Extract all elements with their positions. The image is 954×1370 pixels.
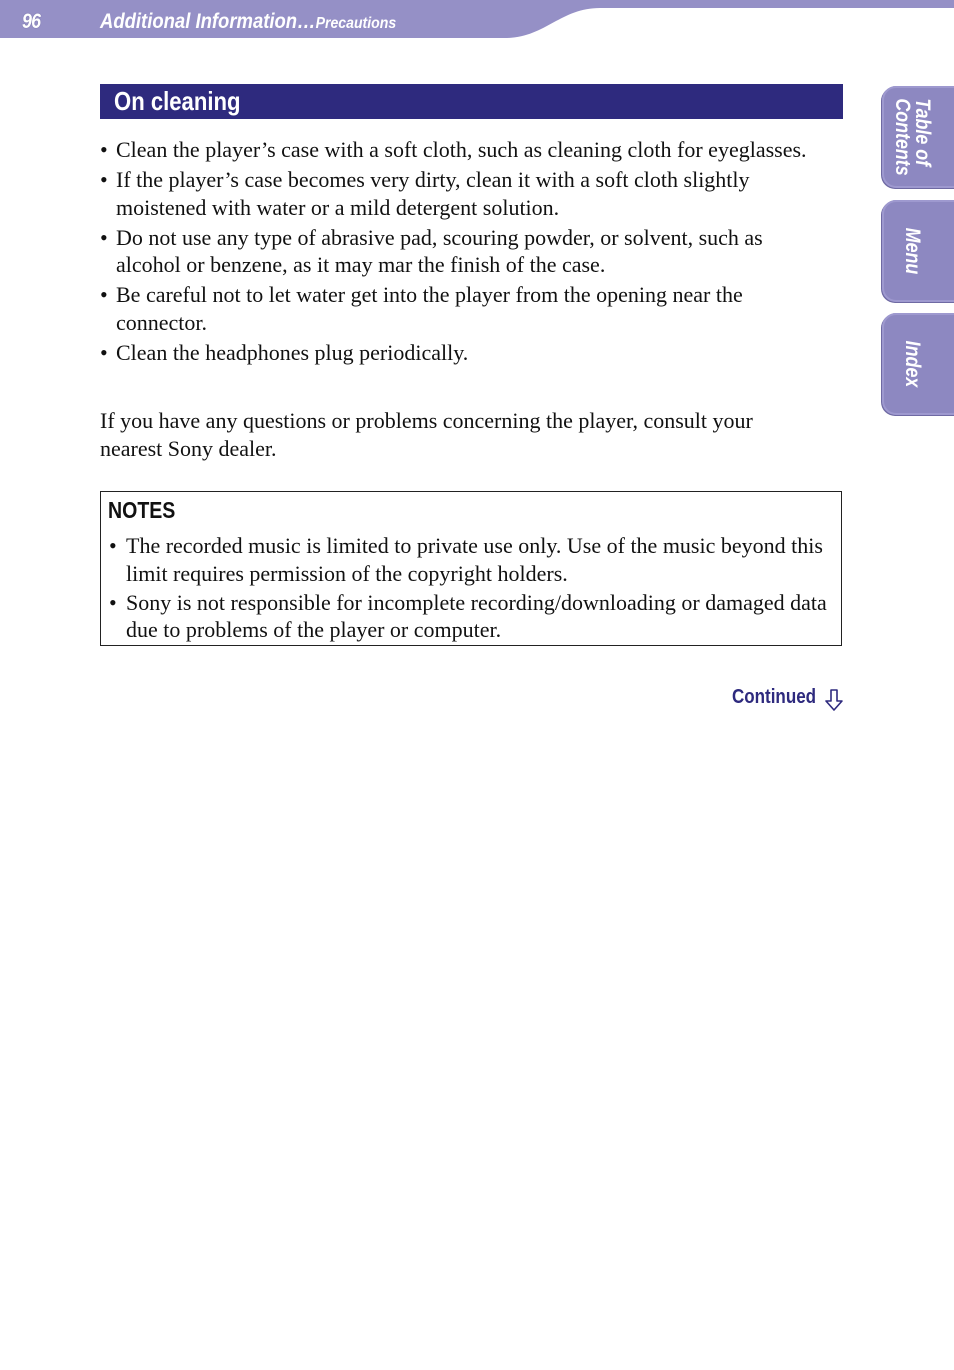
breadcrumb [100, 10, 396, 34]
section-heading-text: On cleaning [114, 86, 241, 116]
page-number: 96 [22, 10, 41, 33]
section-heading [100, 84, 843, 119]
contact-paragraph: If you have any questions or problems concerning the player, consult your nearest Sony dealer. [100, 408, 753, 461]
list-item: • Sony is not responsible for incomplete recording/downloading or damaged data due to problems of the player or computer. [109, 589, 834, 644]
tab-menu-label: Menu [901, 227, 924, 275]
list-item: • If the player’s case becomes very dirty, clean it with a soft cloth slightly moistened with water or a mild detergent solution. [100, 166, 820, 221]
notes-box [100, 491, 842, 646]
notes-list [109, 532, 834, 645]
arrow-down-icon [825, 689, 843, 711]
continued-label: Continued [732, 686, 817, 708]
list-item: • Be careful not to let water get into the player from the opening near the connector. [100, 281, 820, 336]
list-item: • Clean the player’s case with a soft cloth, such as cleaning cloth for eyeglasses. [100, 136, 820, 164]
tab-menu[interactable] [882, 200, 954, 302]
list-item: • Do not use any type of abrasive pad, scouring powder, or solvent, such as alcohol or benzene, as it may mar the finish of the case. [100, 224, 820, 279]
continued-link[interactable] [732, 686, 831, 709]
tab-table-of-contents[interactable] [882, 86, 954, 188]
notes-title: NOTES [108, 497, 176, 523]
breadcrumb-section[interactable]: Additional Information [100, 10, 298, 33]
breadcrumb-subsection: Precautions [315, 15, 397, 32]
tab-index[interactable] [882, 313, 954, 415]
breadcrumb-separator: … [297, 10, 316, 33]
tab-table-of-contents-label: Table of Contents [891, 98, 934, 176]
cleaning-bullet-list [100, 136, 820, 369]
tab-index-label: Index [901, 340, 924, 388]
list-item: • The recorded music is limited to private use only. Use of the music beyond this limit requires permission of the copyright holders. [109, 532, 834, 587]
list-item: • Clean the headphones plug periodically. [100, 339, 820, 367]
